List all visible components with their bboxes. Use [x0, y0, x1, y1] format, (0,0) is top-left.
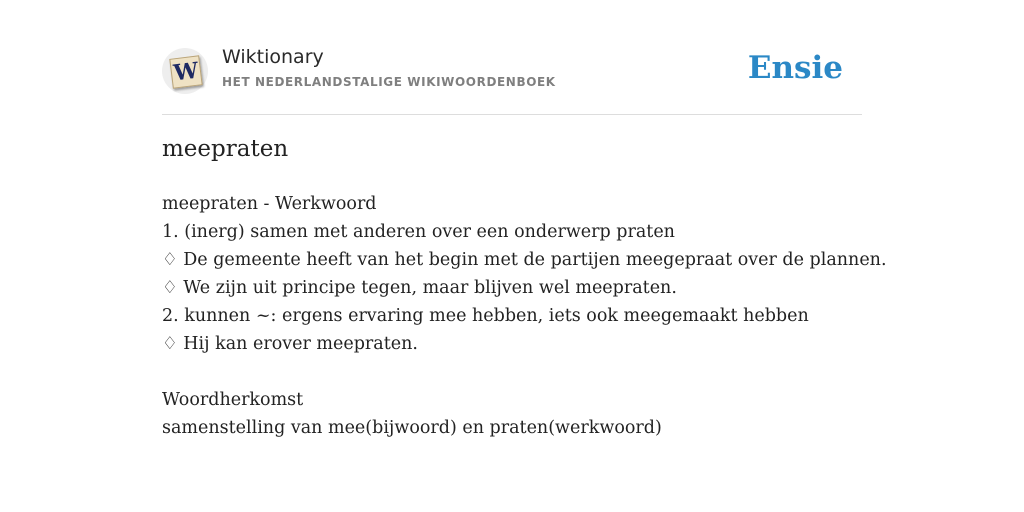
spacer	[162, 358, 882, 386]
ensie-brand-link[interactable]: Ensie	[747, 50, 843, 86]
definition-line-example-1: ♢ De gemeente heeft van het begin met de partijen meegepraat over de plannen.	[162, 250, 887, 270]
site-header	[162, 44, 862, 115]
definition-line-part-of-speech: meepraten - Werkwoord	[162, 194, 377, 214]
logo-tile	[169, 55, 202, 88]
site-title[interactable]: Wiktionary	[222, 46, 324, 68]
definition-line-example-3: ♢ Hij kan erover meepraten.	[162, 334, 418, 354]
definition-line-sense-1: 1. (inerg) samen met anderen over een onderwerp praten	[162, 222, 675, 242]
definition-line-sense-2: 2. kunnen ~: ergens ervaring mee hebben, iets ook meegemaakt hebben	[162, 306, 809, 326]
etymology-text: samenstelling van mee(bijwoord) en praten(werkwoord)	[162, 418, 662, 438]
site-subtitle: HET NEDERLANDSTALIGE WIKIWOORDENBOEK	[222, 75, 556, 89]
definition-body	[162, 190, 887, 442]
etymology-heading: Woordherkomst	[162, 390, 304, 410]
wiktionary-logo-icon[interactable]	[162, 48, 208, 94]
logo-letter: W	[172, 57, 200, 87]
page-title: meepraten	[162, 136, 289, 162]
definition-line-example-2: ♢ We zijn uit principe tegen, maar blijven wel meepraten.	[162, 278, 677, 298]
